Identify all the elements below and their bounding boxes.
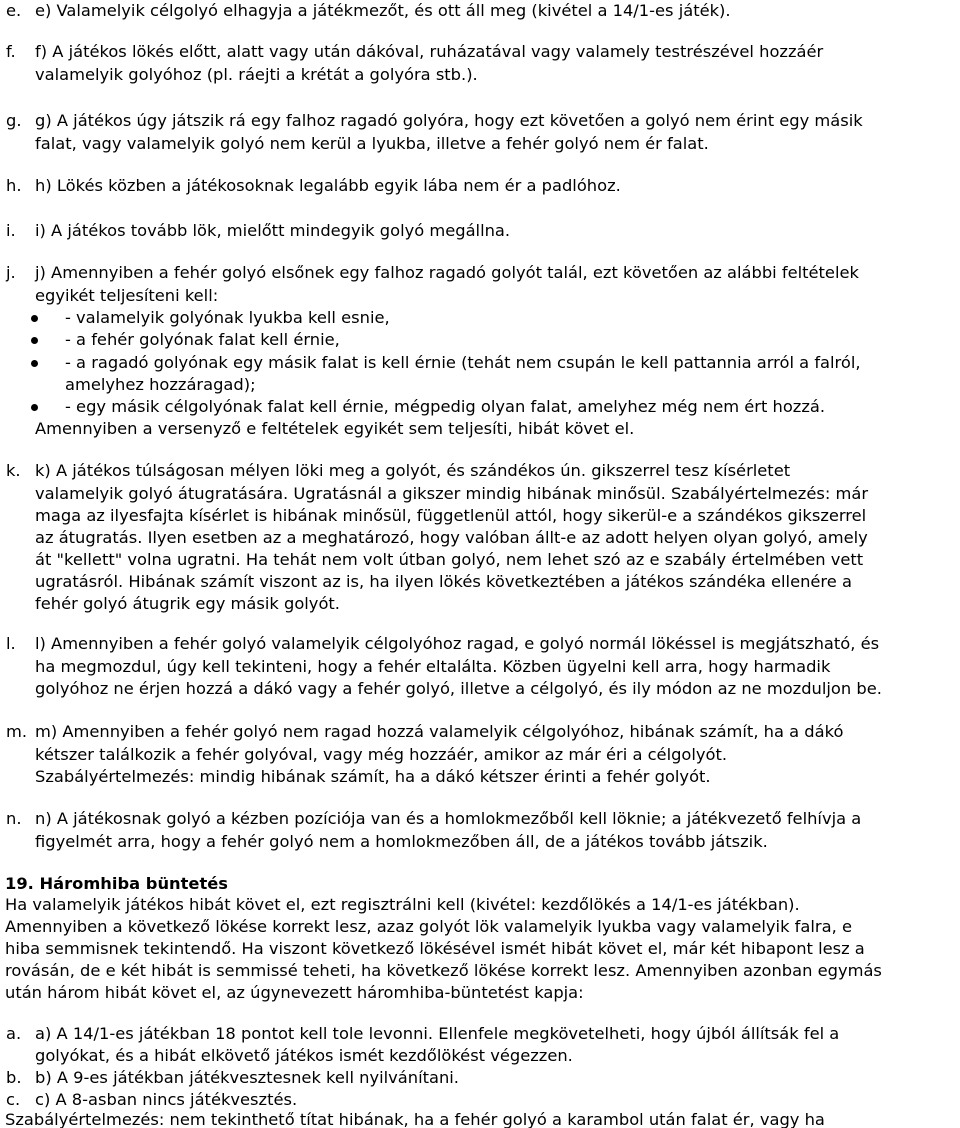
section-final-line: Szabályértelmezés: nem tekinthető títat hibának, ha a fehér golyó a karambol után falat ér, vagy ha <box>5 1110 825 1128</box>
rule-marker-i: i. <box>6 221 16 240</box>
bullet-item-continuation: amelyhez hozzáragad); <box>65 375 256 394</box>
rule-m-line-2: kétszer találkozik a fehér golyóval, vagy még hozzáér, amikor az már éri a célgolyót. <box>35 745 728 764</box>
rule-l-line-1: l) Amennyiben a fehér golyó valamelyik célgolyóhoz ragad, e golyó normál lökéssel is megjátszható, és <box>35 634 880 653</box>
section-item-a-line-1: a) A 14/1-es játékban 18 pontot kell tole levonni. Ellenfele megkövetelheti, hogy újból állítsák fel a <box>35 1024 840 1043</box>
rule-g-line-1: g) A játékos úgy játszik rá egy falhoz ragadó golyóra, hogy ezt követően a golyó nem érint egy másik <box>35 111 863 130</box>
rule-k-line-5: át "kellett" volna ugratni. Ha tehát nem volt útban golyó, nem lehet szó az e szabály értelmében vett <box>35 550 864 569</box>
rule-i-line-1: i) A játékos tovább lök, mielőtt mindegyik golyó megállna. <box>35 221 511 240</box>
bullet-dot <box>31 360 38 367</box>
rule-m-line-3: Szabályértelmezés: mindig hibának számít, ha a dákó kétszer érinti a fehér golyót. <box>35 767 711 786</box>
rule-k-line-1: k) A játékos túlságosan mélyen löki meg a golyót, és szándékos ún. gikszerrel tesz kísérletet <box>35 461 791 480</box>
section-heading: 19. Háromhiba büntetés <box>5 874 228 893</box>
rule-n-line-2: figyelmét arra, hogy a fehér golyó nem a homlokmezőben áll, de a játékos tovább játszik. <box>35 832 768 851</box>
bullet-item: - valamelyik golyónak lyukba kell esnie, <box>65 308 390 327</box>
bullet-item: - egy másik célgolyónak falat kell érnie, mégpedig olyan falat, amelyhez még nem ért hozzá. <box>65 397 826 416</box>
rule-marker-j: j. <box>6 263 16 282</box>
bullet-dot <box>31 404 38 411</box>
section-paragraph-line: Ha valamelyik játékos hibát követ el, ezt regisztrálni kell (kivétel: kezdőlökés a 14/1-es játékban). <box>5 895 800 914</box>
section-paragraph-line: után három hibát követ el, az úgynevezett háromhiba-büntetést kapja: <box>5 983 584 1002</box>
rule-g-line-2: falat, vagy valamelyik golyó nem kerül a lyukba, illetve a fehér golyó nem ér falat. <box>35 134 709 153</box>
rule-h-line-1: h) Lökés közben a játékosoknak legalább egyik lába nem ér a padlóhoz. <box>35 176 621 195</box>
section-item-marker-c: c. <box>6 1090 21 1109</box>
rule-marker-l: l. <box>6 634 16 653</box>
rule-k-line-4: az átugratás. Ilyen esetben az a meghatározó, hogy valóban állt-e az adott helyen olyan golyó, amely <box>35 528 868 547</box>
section-item-b-line-1: b) A 9-es játékban játékvesztesnek kell nyilvánítani. <box>35 1068 459 1087</box>
bullet-dot <box>31 337 38 344</box>
rule-j-after: Amennyiben a versenyző e feltételek egyikét sem teljesíti, hibát követ el. <box>35 419 635 438</box>
section-paragraph-line: Amennyiben a következő lökése korrekt lesz, azaz golyót lök valamelyik lyukba vagy valamelyik falra, e <box>5 917 852 936</box>
rule-n-line-1: n) A játékosnak golyó a kézben pozíciója van és a homlokmezőből kell löknie; a játékvezető felhívja a <box>35 809 862 828</box>
section-item-a-line-2: golyókat, és a hibát elkövető játékos ismét kezdőlökést végezzen. <box>35 1046 573 1065</box>
rule-l-line-3: golyóhoz ne érjen hozzá a dákó vagy a fehér golyó, illetve a célgolyó, és ily módon az ne mozduljon be. <box>35 679 882 698</box>
rule-marker-m: m. <box>6 722 28 741</box>
rule-marker-e: e. <box>6 1 22 20</box>
rule-k-line-3: maga az ilyesfajta kísérlet is hibának minősül, függetlenül attól, hogy sikerül-e a szándékos gikszerrel <box>35 506 867 525</box>
rule-marker-k: k. <box>6 461 21 480</box>
rule-f-line-2: valamelyik golyóhoz (pl. ráejti a krétát a golyóra stb.). <box>35 65 478 84</box>
rule-marker-g: g. <box>6 111 22 130</box>
bullet-dot <box>31 315 38 322</box>
section-item-c-line-1: c) A 8-asban nincs játékvesztés. <box>35 1090 298 1109</box>
rule-k-line-6: ugratásról. Hibának számít viszont az is, ha ilyen lökés következtében a játékos szándéka ellenére a <box>35 572 852 591</box>
rule-j-line-2: egyikét teljesíteni kell: <box>35 286 219 305</box>
rule-j-line-1: j) Amennyiben a fehér golyó elsőnek egy falhoz ragadó golyót talál, ezt követően az alábbi feltételek <box>35 263 859 282</box>
rule-l-line-2: ha megmozdul, úgy kell tekinteni, hogy a fehér eltalálta. Közben ügyelni kell arra, hogy harmadik <box>35 657 831 676</box>
rule-k-line-7: fehér golyó átugrik egy másik golyót. <box>35 594 340 613</box>
rule-marker-n: n. <box>6 809 22 828</box>
rule-m-line-1: m) Amennyiben a fehér golyó nem ragad hozzá valamelyik célgolyóhoz, hibának számít, ha a dákó <box>35 722 844 741</box>
section-paragraph-line: rovásán, de e két hibát is semmissé teheti, ha következő lökése korrekt lesz. Amennyiben azonban egymás <box>5 961 882 980</box>
section-item-marker-b: b. <box>6 1068 22 1087</box>
rule-marker-f: f. <box>6 42 16 61</box>
rule-e-line-1: e) Valamelyik célgolyó elhagyja a játékmezőt, és ott áll meg (kivétel a 14/1-es játék). <box>35 1 731 20</box>
section-paragraph-line: hiba semmisnek tekintendő. Ha viszont következő lökésével ismét hibát követ el, már két hibapont lesz a <box>5 939 865 958</box>
bullet-item: - a fehér golyónak falat kell érnie, <box>65 330 340 349</box>
bullet-item: - a ragadó golyónak egy másik falat is kell érnie (tehát nem csupán le kell pattannia arról a falról, <box>65 353 861 372</box>
rule-k-line-2: valamelyik golyó átugratására. Ugratásnál a gikszer mindig hibának minősül. Szabályértelmezés: már <box>35 484 869 503</box>
rule-marker-h: h. <box>6 176 22 195</box>
rule-f-line-1: f) A játékos lökés előtt, alatt vagy után dákóval, ruházatával vagy valamely testrészével hozzáér <box>35 42 824 61</box>
section-item-marker-a: a. <box>6 1024 22 1043</box>
